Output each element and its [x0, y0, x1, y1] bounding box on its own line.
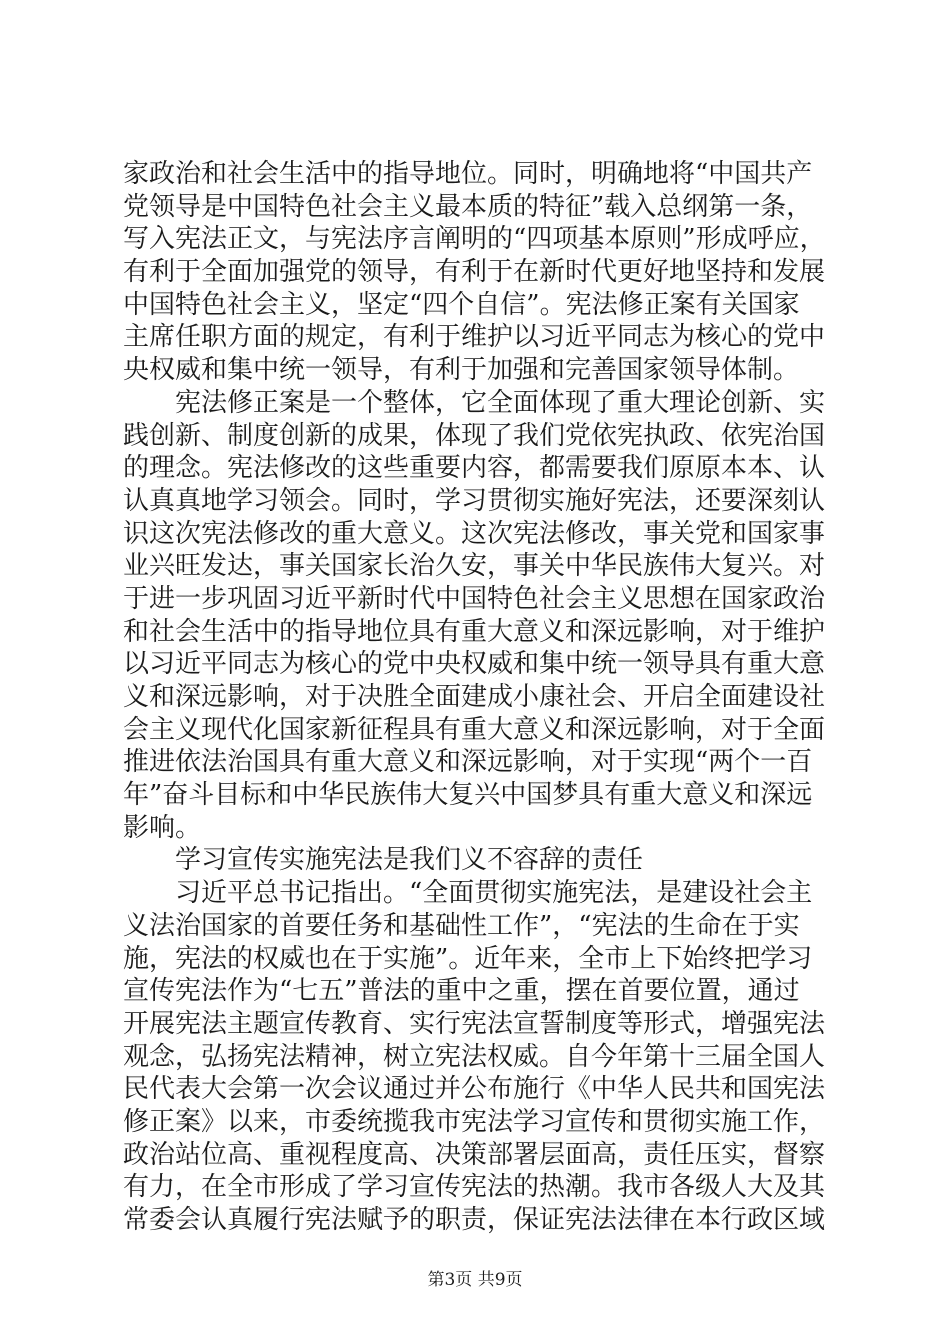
text-line: 写入宪法正文，与宪法序言阐明的“四项基本原则”形成呼应， [123, 224, 826, 255]
text-line: 的理念。宪法修改的这些重要内容，都需要我们原原本本、认 [123, 453, 826, 484]
text-line: 影响。 [123, 812, 202, 843]
text-line: 修正案》以来，市委统揽我市宪法学习宣传和贯彻实施工作， [123, 1106, 826, 1137]
text-line: 宣传宪法作为“七五”普法的重中之重，摆在首要位置，通过 [123, 976, 800, 1007]
text-line: 施，宪法的权威也在于实施”。近年来，全市上下始终把学习 [123, 943, 813, 974]
text-line: 推进依法治国具有重大意义和深远影响，对于实现“两个一百 [123, 747, 813, 778]
text-line: 践创新、制度创新的成果，体现了我们党依宪执政、依宪治国 [123, 420, 826, 451]
text-line: 以习近平同志为核心的党中央权威和集中统一领导具有重大意 [123, 649, 826, 680]
text-line: 央权威和集中统一领导，有利于加强和完善国家领导体制。 [123, 355, 800, 386]
text-line: 有利于全面加强党的领导，有利于在新时代更好地坚持和发展 [123, 257, 826, 288]
text-line: 义法治国家的首要任务和基础性工作”，“宪法的生命在于实 [123, 910, 800, 941]
text-line: 和社会生活中的指导地位具有重大意义和深远影响，对于维护 [123, 616, 826, 647]
text-line: 有力，在全市形成了学习宣传宪法的热潮。我市各级人大及其 [123, 1172, 826, 1203]
text-line: 认真真地学习领会。同时，学习贯彻实施好宪法，还要深刻认 [123, 485, 826, 516]
text-line: 识这次宪法修改的重大意义。这次宪法修改，事关党和国家事 [123, 518, 826, 549]
text-line: 主席任职方面的规定，有利于维护以习近平同志为核心的党中 [123, 322, 826, 353]
text-line: 民代表大会第一次会议通过并公布施行《中华人民共和国宪法 [123, 1074, 826, 1105]
text-line: 开展宪法主题宣传教育、实行宪法宣誓制度等形式，增强宪法 [123, 1008, 826, 1039]
text-line: 中国特色社会主义，坚定“四个自信”。宪法修正案有关国家 [123, 289, 800, 320]
section-heading: 学习宣传实施宪法是我们义不容辞的责任 [175, 845, 644, 876]
text-line: 政治站位高、重视程度高、决策部署层面高，责任压实，督察 [123, 1139, 826, 1170]
paragraph-start-line: 宪法修正案是一个整体，它全面体现了重大理论创新、实 [175, 387, 826, 418]
text-line: 常委会认真履行宪法赋予的职责，保证宪法法律在本行政区域 [123, 1205, 826, 1235]
text-line: 年”奋斗目标和中华民族伟大复兴中国梦具有重大意义和深远 [123, 780, 813, 811]
text-line: 义和深远影响，对于决胜全面建成小康社会、开启全面建设社 [123, 682, 826, 712]
page-number-footer: 第3页 共9页 [427, 1270, 523, 1290]
text-line: 观念，弘扬宪法精神，树立宪法权威。自今年第十三届全国人 [123, 1041, 826, 1072]
text-line: 会主义现代化国家新征程具有重大意义和深远影响，对于全面 [123, 714, 826, 745]
paragraph-start-line: 习近平总书记指出。“全面贯彻实施宪法，是建设社会主 [175, 878, 813, 909]
document-body [123, 158, 843, 1237]
text-line: 家政治和社会生活中的指导地位。同时，明确地将“中国共产 [123, 159, 813, 189]
text-line: 业兴旺发达，事关国家长治久安，事关中华民族伟大复兴。对 [123, 551, 826, 582]
text-line: 于进一步巩固习近平新时代中国特色社会主义思想在国家政治 [123, 583, 826, 614]
text-line: 党领导是中国特色社会主义最本质的特征”载入总纲第一条， [123, 191, 813, 222]
